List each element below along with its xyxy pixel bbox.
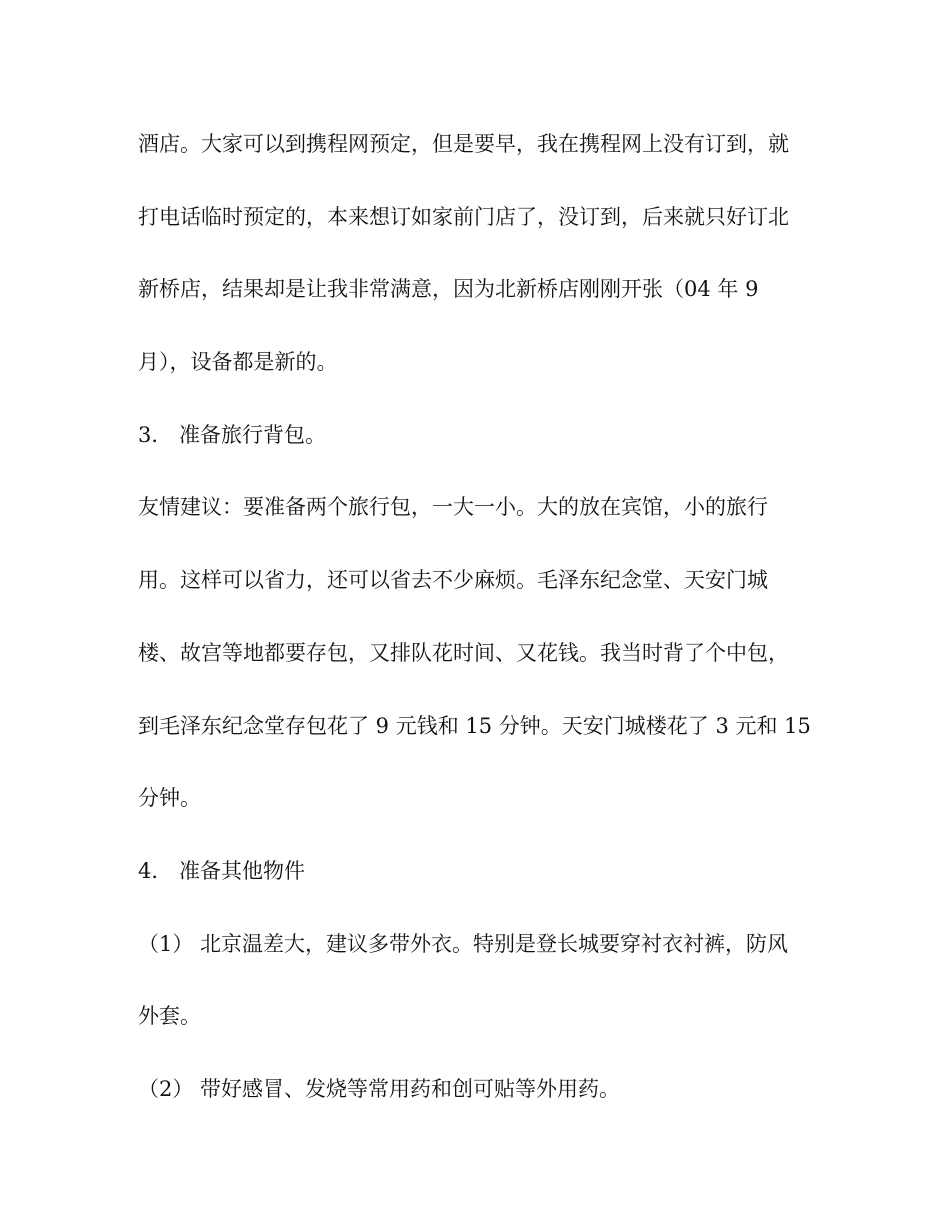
- text-line: 用。这样可以省力，还可以省去不少麻烦。毛泽东纪念堂、天安门城: [138, 568, 768, 593]
- document-body: [138, 124, 828, 1142]
- list-item: （2） 带好感冒、发烧等常用药和创可贴等外用药。: [138, 1076, 621, 1101]
- section-heading: 3． 准备旅行背包。: [138, 422, 327, 447]
- text-line: 打电话临时预定的，本来想订如家前门店了，没订到，后来就只好订北: [138, 204, 789, 229]
- text-line: 楼、故宫等地都要存包，又排队花时间、又花钱。我当时背了个中包，: [138, 640, 789, 665]
- text-line: 外套。: [138, 1004, 201, 1029]
- text-line: 到毛泽东纪念堂存包花了 9 元钱和 15 分钟。天安门城楼花了 3 元和 15: [138, 713, 811, 738]
- list-item: （1） 北京温差大，建议多带外衣。特别是登长城要穿衬衣衬裤，防风: [138, 931, 789, 956]
- text-line: 月），设备都是新的。: [138, 350, 338, 375]
- text-line: 友情建议：要准备两个旅行包，一大一小。大的放在宾馆，小的旅行: [138, 495, 768, 520]
- text-line: 新桥店，结果却是让我非常满意，因为北新桥店刚刚开张（04 年 9: [138, 277, 759, 302]
- text-line: 分钟。: [138, 786, 201, 811]
- text-line: 酒店。大家可以到携程网预定，但是要早，我在携程网上没有订到，就: [138, 132, 789, 156]
- section-heading: 4． 准备其他物件: [138, 858, 306, 883]
